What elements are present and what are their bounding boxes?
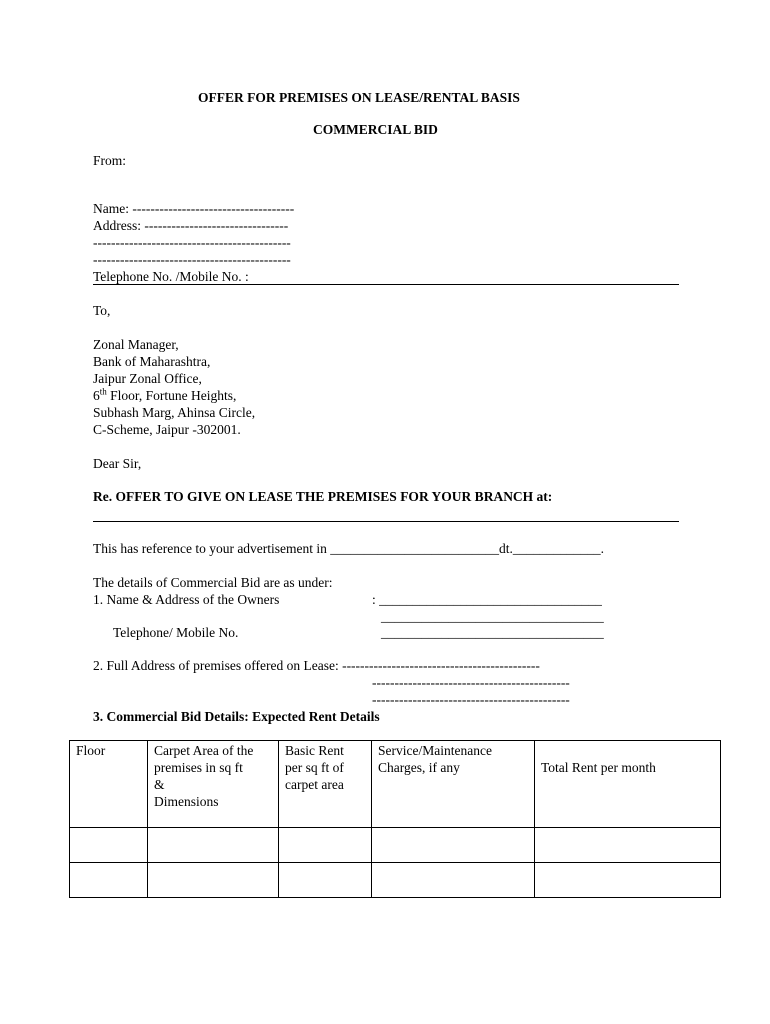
cell-service-charges[interactable] [372,863,535,898]
address-field[interactable]: Address: -------------------------------- [93,218,289,233]
header-basic-rent-line: Basic Rent [285,743,344,758]
from-label: From: [93,153,127,168]
header-service-line: Service/Maintenance [378,743,492,758]
header-floor: Floor [70,741,148,828]
cell-floor[interactable] [70,828,148,863]
premises-address-line-3[interactable]: -------------------------------------------- [372,692,570,707]
address-line-3[interactable]: -------------------------------------------- [93,252,291,267]
subject-divider [93,521,679,522]
floor-building: Floor, Fortune Heights, [106,388,237,403]
owner-name-label: 1. Name & Address of the Owners [93,592,280,607]
cell-carpet-area[interactable] [148,863,279,898]
header-carpet-area-line: & [154,777,165,792]
name-field[interactable]: Name: ------------------------------------ [93,201,295,216]
table-row [70,828,721,863]
owner-address-field[interactable]: _________________________________ [381,609,604,624]
address-line-2[interactable]: -------------------------------------------- [93,235,291,250]
telephone-label: Telephone No. /Mobile No. : [93,269,249,284]
recipient-line-6: C-Scheme, Jaipur -302001. [93,422,241,437]
subject-line: Re. OFFER TO GIVE ON LEASE THE PREMISES FOR YOUR BRANCH at: [93,489,553,504]
header-service-charges [372,741,535,828]
header-service-line: Charges, if any [378,760,460,775]
recipient-line-4 [93,387,236,404]
cell-service-charges[interactable] [372,828,535,863]
owner-name-field[interactable]: : _________________________________ [372,592,602,607]
cell-carpet-area[interactable] [148,828,279,863]
cell-total-rent[interactable] [535,863,721,898]
header-basic-rent [279,741,372,828]
floor-suffix: th [99,386,107,397]
recipient-line-5: Subhash Marg, Ahinsa Circle, [93,405,256,420]
header-basic-rent-line: per sq ft of [285,760,344,775]
header-carpet-area-line: Carpet Area of the [154,743,254,758]
from-divider [93,284,679,285]
owner-telephone-label: Telephone/ Mobile No. [113,625,239,640]
details-intro: The details of Commercial Bid are as under: [93,575,333,590]
cell-total-rent[interactable] [535,828,721,863]
owner-telephone-field[interactable]: _________________________________ [381,625,604,640]
salutation: Dear Sir, [93,456,142,471]
bid-details-heading: 3. Commercial Bid Details: Expected Rent Details [93,709,380,724]
header-total-rent: Total Rent per month [535,741,721,828]
floor-number: 6 [93,388,100,403]
table-row [70,863,721,898]
to-label: To, [93,303,111,318]
recipient-line-1: Zonal Manager, [93,337,179,352]
recipient-line-2: Bank of Maharashtra, [93,354,211,369]
reference-line[interactable]: This has reference to your advertisement in _________________________dt._____________. [93,541,605,556]
cell-basic-rent[interactable] [279,863,372,898]
premises-address-line-2[interactable]: -------------------------------------------- [372,675,570,690]
header-carpet-area-line: premises in sq ft [154,760,243,775]
page-title: OFFER FOR PREMISES ON LEASE/RENTAL BASIS [198,90,520,105]
rent-details-table [69,740,721,898]
premises-address-label[interactable]: 2. Full Address of premises offered on Lease: -------------------------------------------- [93,658,540,673]
header-basic-rent-line: carpet area [285,777,344,792]
table-header-row [70,741,721,828]
cell-floor[interactable] [70,863,148,898]
page-subtitle: COMMERCIAL BID [313,122,438,137]
header-carpet-area [148,741,279,828]
recipient-line-3: Jaipur Zonal Office, [93,371,202,386]
cell-basic-rent[interactable] [279,828,372,863]
header-carpet-area-line: Dimensions [154,794,219,809]
